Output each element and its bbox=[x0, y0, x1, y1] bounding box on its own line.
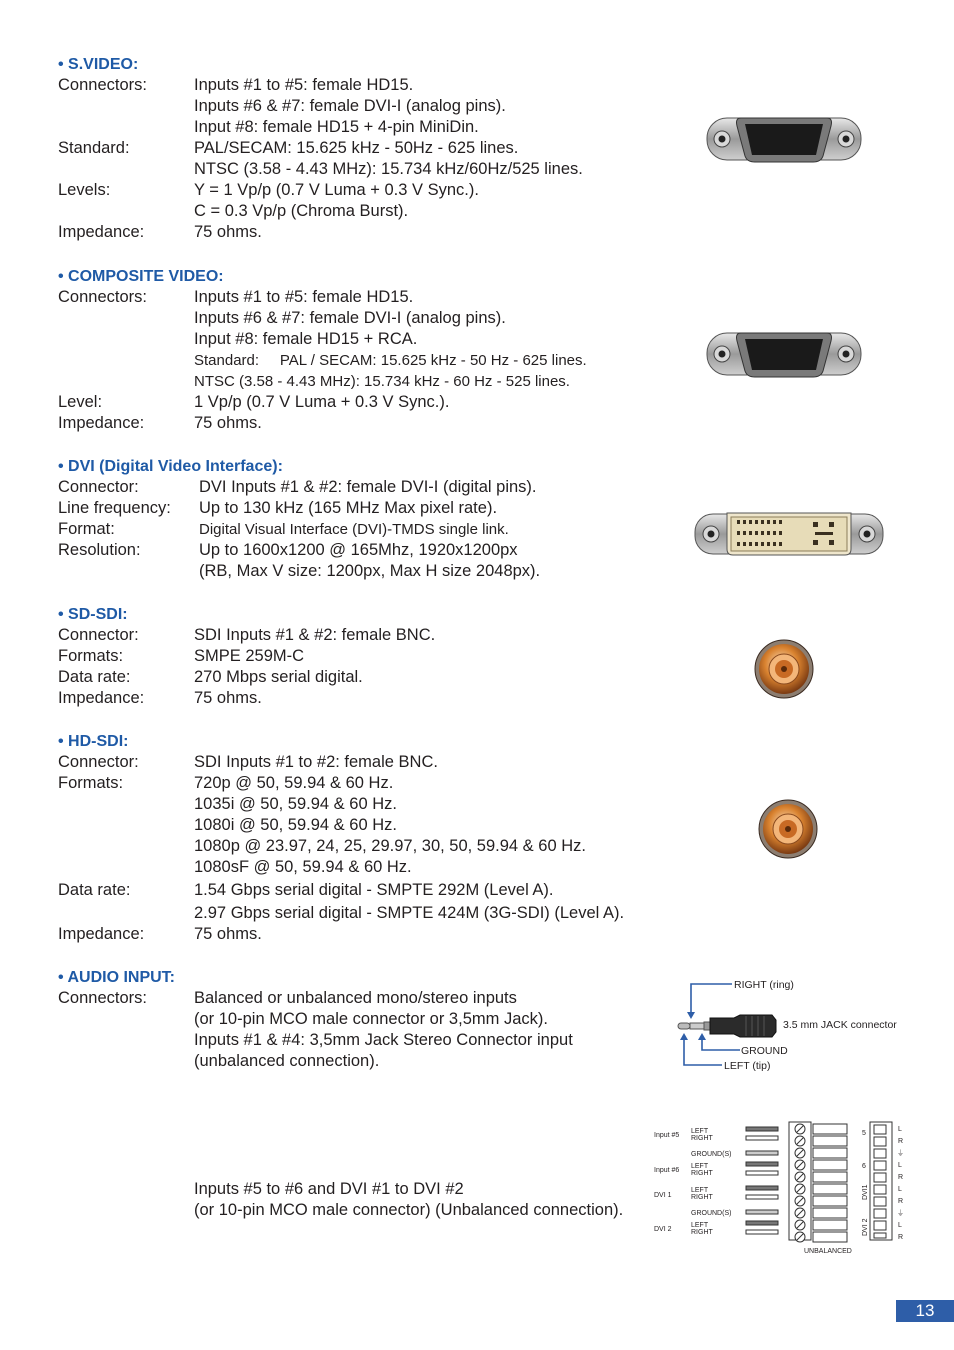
spec-label: Data rate: bbox=[58, 881, 131, 899]
sdsdi-section bbox=[58, 604, 435, 709]
side-label: R bbox=[898, 1138, 904, 1145]
spec-label: Level: bbox=[58, 393, 103, 411]
spec-value: Standard: PAL / SECAM: 15.625 kHz - 50 Hz - 625 lines. bbox=[194, 352, 587, 369]
spec-value: NTSC (3.58 - 4.43 MHz): 15.734 kHz/60Hz/525 lines. bbox=[194, 160, 583, 178]
spec-list bbox=[58, 752, 624, 945]
spec-value: Input #8: female HD15 + RCA. bbox=[194, 330, 418, 348]
spec-row bbox=[58, 392, 587, 413]
hd15-connector-image bbox=[705, 112, 863, 166]
spec-value: Y = 1 Vp/p (0.7 V Luma + 0.3 V Sync.). bbox=[194, 181, 479, 199]
bnc-connector-image bbox=[753, 638, 815, 700]
note-line: Inputs #5 to #6 and DVI #1 to DVI #2 bbox=[194, 1180, 464, 1198]
spec-value: Inputs #1 to #5: female HD15. bbox=[194, 288, 414, 306]
spec-list bbox=[58, 477, 540, 582]
audio-section bbox=[58, 967, 573, 1072]
side-label: L bbox=[898, 1162, 902, 1169]
spec-label: Data rate: bbox=[58, 668, 131, 686]
spec-value: 2.97 Gbps serial digital - SMPTE 424M (3G-SDI) (Level A). bbox=[194, 904, 625, 922]
section-title: • DVI (Digital Video Interface): bbox=[58, 458, 283, 475]
spec-value: Inputs #6 & #7: female DVI-I (analog pins). bbox=[194, 97, 506, 115]
spec-row bbox=[58, 519, 540, 540]
left-label: LEFT bbox=[691, 1128, 709, 1135]
bnc-connector-image bbox=[757, 798, 819, 860]
ground-label: GROUND(S) bbox=[691, 1210, 732, 1217]
left-label: LEFT bbox=[691, 1222, 709, 1229]
dvi-connector-image bbox=[693, 508, 885, 560]
hd15-connector-image bbox=[705, 327, 863, 381]
dvi1-label: DVI 1 bbox=[654, 1192, 672, 1199]
spec-value: 75 ohms. bbox=[194, 414, 262, 432]
spec-row bbox=[58, 988, 573, 1009]
mco-wiring-diagram bbox=[650, 1118, 910, 1258]
spec-value: Inputs #6 & #7: female DVI-I (analog pins). bbox=[194, 309, 506, 327]
spec-value: Inputs #1 & #4: 3,5mm Jack Stereo Connector input bbox=[194, 1031, 573, 1049]
spec-label: Resolution: bbox=[58, 541, 141, 559]
side-label: R bbox=[898, 1174, 904, 1181]
section-title: • COMPOSITE VIDEO: bbox=[58, 268, 224, 285]
spec-row bbox=[58, 667, 435, 688]
spec-list bbox=[58, 625, 435, 709]
unbalanced-label: UNBALANCED bbox=[804, 1248, 852, 1255]
spec-row bbox=[58, 329, 587, 350]
spec-list bbox=[58, 75, 583, 243]
note-line: (or 10-pin MCO male connector) (Unbalanced connection). bbox=[194, 1201, 624, 1219]
spec-value: Up to 130 kHz (165 MHz Max pixel rate). bbox=[199, 499, 498, 517]
section-title: • AUDIO INPUT: bbox=[58, 969, 176, 986]
spec-row bbox=[58, 1030, 573, 1051]
spec-value: Inputs #1 to #5: female HD15. bbox=[194, 76, 414, 94]
section-title: • SD-SDI: bbox=[58, 606, 128, 623]
spec-value: 1035i @ 50, 59.94 & 60 Hz. bbox=[194, 795, 397, 813]
spec-value: 1.54 Gbps serial digital - SMPTE 292M (Level A). bbox=[194, 881, 554, 899]
jack-connector-label: 3.5 mm JACK connector bbox=[783, 1019, 897, 1031]
spec-value: C = 0.3 Vp/p (Chroma Burst). bbox=[194, 202, 409, 220]
spec-row bbox=[58, 159, 583, 180]
spec-row bbox=[58, 117, 583, 138]
spec-value: 270 Mbps serial digital. bbox=[194, 668, 363, 686]
spec-label: Connectors: bbox=[58, 288, 147, 306]
spec-label: Format: bbox=[58, 520, 115, 538]
side-label: L bbox=[898, 1222, 902, 1229]
spec-row bbox=[58, 1051, 573, 1072]
spec-value: 1080i @ 50, 59.94 & 60 Hz. bbox=[194, 816, 397, 834]
spec-row bbox=[58, 903, 624, 924]
spec-value: Input #8: female HD15 + 4-pin MiniDin. bbox=[194, 118, 479, 136]
dvi-section bbox=[58, 456, 540, 582]
spec-row bbox=[58, 1009, 573, 1030]
spec-value: 75 ohms. bbox=[194, 689, 262, 707]
jack-right-label: RIGHT (ring) bbox=[734, 979, 794, 991]
spec-label: Formats: bbox=[58, 774, 124, 792]
side-label: R bbox=[898, 1198, 904, 1205]
composite-section bbox=[58, 266, 587, 434]
spec-value: 1 Vp/p (0.7 V Luma + 0.3 V Sync.). bbox=[194, 393, 450, 411]
spec-value: Up to 1600x1200 @ 165Mhz, 1920x1200px bbox=[199, 541, 518, 559]
audio-note bbox=[194, 1179, 623, 1221]
left-label: LEFT bbox=[691, 1163, 709, 1170]
right-label: RIGHT bbox=[691, 1135, 713, 1142]
input5-label: Input #5 bbox=[654, 1132, 680, 1139]
ground-label: GROUND(S) bbox=[691, 1151, 732, 1158]
right-label: RIGHT bbox=[691, 1229, 713, 1236]
spec-label: Impedance: bbox=[58, 689, 145, 707]
spec-row bbox=[58, 924, 624, 945]
spec-value: Digital Visual Interface (DVI)-TMDS single link. bbox=[199, 521, 509, 538]
dvi1-vertical-label: DVI1 bbox=[862, 1184, 869, 1200]
spec-list bbox=[58, 988, 573, 1072]
section-title: • S.VIDEO: bbox=[58, 56, 139, 73]
dvi2-vertical-label: DVI 2 bbox=[862, 1218, 869, 1236]
spec-row bbox=[58, 880, 624, 901]
spec-label: Connector: bbox=[58, 626, 139, 644]
side-label: R bbox=[898, 1234, 904, 1241]
spec-row bbox=[58, 561, 540, 582]
spec-label: Impedance: bbox=[58, 223, 145, 241]
spec-row bbox=[58, 350, 587, 371]
spec-value: PAL/SECAM: 15.625 kHz - 50Hz - 625 lines. bbox=[194, 139, 519, 157]
side-label: L bbox=[898, 1186, 902, 1193]
page-number: 13 bbox=[896, 1300, 954, 1322]
spec-row bbox=[58, 138, 583, 159]
spec-row bbox=[58, 540, 540, 561]
spec-value: NTSC (3.58 - 4.43 MHz): 15.734 kHz - 60 Hz - 525 lines. bbox=[194, 373, 570, 390]
spec-row bbox=[58, 75, 583, 96]
jack-left-label: LEFT (tip) bbox=[724, 1060, 771, 1072]
spec-label: Line frequency: bbox=[58, 499, 171, 517]
spec-label: Impedance: bbox=[58, 925, 145, 943]
spec-value: Balanced or unbalanced mono/stereo inputs bbox=[194, 989, 517, 1007]
spec-value: (RB, Max V size: 1200px, Max H size 2048px). bbox=[199, 562, 541, 580]
jack-diagram bbox=[674, 974, 914, 1074]
spec-row bbox=[58, 625, 435, 646]
spec-value: 1080sF @ 50, 59.94 & 60 Hz. bbox=[194, 858, 412, 876]
spec-row bbox=[58, 646, 435, 667]
spec-list bbox=[58, 287, 587, 434]
num6-label: 6 bbox=[862, 1163, 866, 1170]
num5-label: 5 bbox=[862, 1130, 866, 1137]
hdsdi-section bbox=[58, 731, 624, 945]
spec-row bbox=[58, 371, 587, 392]
input6-label: Input #6 bbox=[654, 1167, 680, 1174]
ground-icon: ⏚ bbox=[897, 1210, 904, 1217]
spec-value: SDI Inputs #1 to #2: female BNC. bbox=[194, 753, 438, 771]
spec-label: Impedance: bbox=[58, 414, 145, 432]
spec-row bbox=[58, 836, 624, 857]
spec-row bbox=[58, 180, 583, 201]
spec-label: Connectors: bbox=[58, 76, 147, 94]
spec-row bbox=[58, 498, 540, 519]
spec-row bbox=[58, 96, 583, 117]
spec-value: 75 ohms. bbox=[194, 223, 262, 241]
spec-value: (unbalanced connection). bbox=[194, 1052, 380, 1070]
spec-value: SMPE 259M-C bbox=[194, 647, 305, 665]
spec-label: Formats: bbox=[58, 647, 124, 665]
spec-row bbox=[58, 308, 587, 329]
spec-label: Standard: bbox=[58, 139, 130, 157]
ground-icon: ⏚ bbox=[897, 1150, 904, 1157]
spec-value: (or 10-pin MCO male connector or 3,5mm Jack). bbox=[194, 1010, 548, 1028]
jack-ground-label: GROUND bbox=[741, 1045, 788, 1057]
spec-value: SDI Inputs #1 & #2: female BNC. bbox=[194, 626, 436, 644]
section-title: • HD-SDI: bbox=[58, 733, 129, 750]
spec-value: 75 ohms. bbox=[194, 925, 262, 943]
spec-row bbox=[58, 752, 624, 773]
spec-label: Connector: bbox=[58, 753, 139, 771]
spec-row bbox=[58, 222, 583, 243]
right-label: RIGHT bbox=[691, 1194, 713, 1201]
side-label: L bbox=[898, 1126, 902, 1133]
dvi2-label: DVI 2 bbox=[654, 1226, 672, 1233]
spec-label: Connector: bbox=[58, 478, 139, 496]
spec-value: DVI Inputs #1 & #2: female DVI-I (digital pins). bbox=[199, 478, 537, 496]
spec-row bbox=[58, 773, 624, 794]
spec-row bbox=[58, 794, 624, 815]
spec-row bbox=[58, 287, 587, 308]
spec-row bbox=[58, 413, 587, 434]
spec-row bbox=[58, 857, 624, 878]
spec-row bbox=[58, 201, 583, 222]
spec-row bbox=[58, 815, 624, 836]
svideo-section bbox=[58, 54, 583, 243]
spec-label: Levels: bbox=[58, 181, 111, 199]
spec-value: 720p @ 50, 59.94 & 60 Hz. bbox=[194, 774, 394, 792]
left-label: LEFT bbox=[691, 1187, 709, 1194]
spec-value: 1080p @ 23.97, 24, 25, 29.97, 30, 50, 59.94 & 60 Hz. bbox=[194, 837, 586, 855]
spec-row bbox=[58, 477, 540, 498]
spec-row bbox=[58, 688, 435, 709]
spec-label: Connectors: bbox=[58, 989, 147, 1007]
right-label: RIGHT bbox=[691, 1170, 713, 1177]
